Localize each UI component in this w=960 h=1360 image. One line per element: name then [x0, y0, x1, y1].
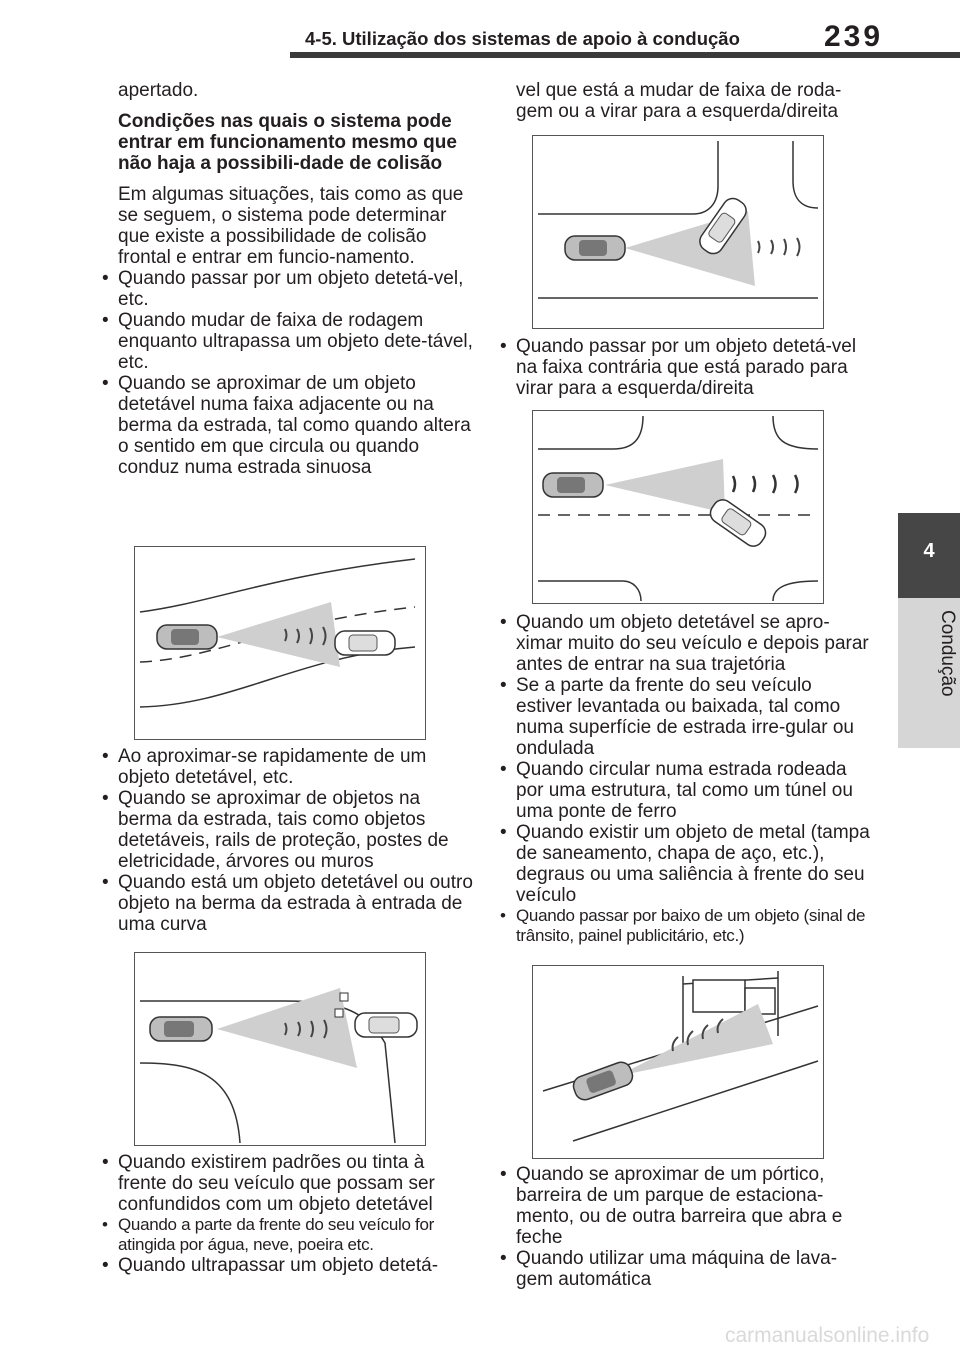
own-car-icon	[157, 625, 217, 649]
own-car-icon	[150, 1017, 212, 1041]
section-title: 4-5. Utilização dos sistemas de apoio à condução	[305, 28, 740, 49]
target-car-icon	[335, 631, 395, 655]
list-item: • Se a parte da frente do seu veículo estiver levantada ou baixada, tal como numa superfície de estrada irre-gular ou ondulada	[496, 675, 871, 759]
list-item: • Quando ultrapassar um objeto detetá-	[98, 1255, 473, 1276]
page-number: 239	[824, 20, 884, 53]
list-item: • Quando mudar de faixa de rodagem enquanto ultrapassa um objeto dete-tável, etc.	[98, 310, 473, 373]
figure-overhead-sign	[532, 965, 824, 1159]
list-item: • Quando passar por baixo de um objeto (sinal de trânsito, painel publicitário, etc.)	[496, 906, 871, 946]
bullet-list	[98, 746, 473, 935]
figure-turning-car	[532, 135, 824, 329]
list-item: • Quando utilizar uma máquina de lava-gem automática	[496, 1248, 871, 1290]
bullet-list	[496, 612, 871, 946]
list-item: • Quando um objeto detetável se apro-ximar muito do seu veículo e depois parar antes de entrar na sua trajetória	[496, 612, 871, 675]
continuation-text: apertado.	[118, 80, 199, 101]
own-car-icon	[543, 473, 603, 497]
list-item: • Quando se aproximar de um objeto detetável numa faixa adjacente ou na berma da estrada, tal como quando altera o sentido em que circula ou quando conduz numa estrada sinuosa	[98, 373, 473, 478]
intro-paragraph: Em algumas situações, tais como as que se seguem, o sistema pode determinar que existe a possibilidade de colisão frontal e entrar em funcio-namento.	[118, 184, 464, 268]
bullet-list	[98, 268, 473, 478]
list-item: • Quando passar por um objeto detetá-vel na faixa contrária que está parado para virar para a esquerda/direita	[496, 336, 871, 399]
list-item: • Quando existirem padrões ou tinta à frente do seu veículo que possam ser confundidos com um objeto detetável	[98, 1152, 473, 1215]
right-text-block-2	[496, 336, 871, 399]
list-item: • Quando se aproximar de um pórtico, barreira de um parque de estaciona-mento, ou de outra barreira que abra e feche	[496, 1164, 871, 1248]
left-text-block-1	[98, 80, 473, 478]
target-car-icon	[707, 496, 770, 550]
chapter-label: Condução	[937, 610, 958, 697]
watermark: carmanualsonline.info	[725, 1324, 930, 1347]
figure-curved-road	[134, 546, 426, 740]
bullet-list	[98, 1152, 473, 1276]
figure-curve-entrance	[134, 952, 426, 1146]
right-text-block-1	[496, 80, 871, 122]
list-item: • Quando está um objeto detetável ou outro objeto na berma da estrada à entrada de uma curva	[98, 872, 473, 935]
right-text-block-3	[496, 612, 871, 946]
chapter-number: 4	[923, 540, 935, 562]
left-text-block-3	[98, 1152, 473, 1276]
own-car-icon	[571, 1059, 636, 1102]
subheading: Condições nas quais o sistema pode entrar em funcionamento mesmo que não haja a possibili-dade de colisão	[118, 111, 457, 174]
list-item: • Quando a parte da frente do seu veículo for atingida por água, neve, poeira etc.	[98, 1215, 473, 1255]
list-item: • Quando se aproximar de objetos na berma da estrada, tais como objetos detetáveis, rails de proteção, postes de eletricidade, árvores ou muros	[98, 788, 473, 872]
list-item: • Quando circular numa estrada rodeada por uma estrutura, tal como um túnel ou uma ponte de ferro	[496, 759, 871, 822]
list-item: • Quando existir um objeto de metal (tampa de saneamento, chapa de aço, etc.), degraus ou uma saliência à frente do seu veículo	[496, 822, 871, 906]
figure-oncoming-turn	[532, 410, 824, 604]
bullet-list	[496, 1164, 871, 1290]
own-car-icon	[565, 236, 625, 260]
continuation-text: vel que está a mudar de faixa de roda-gem ou a virar para a esquerda/direita	[516, 80, 842, 122]
bullet-list	[496, 336, 871, 399]
target-car-icon	[355, 1013, 417, 1037]
right-text-block-4	[496, 1164, 871, 1290]
list-item: • Quando passar por um objeto detetá-vel, etc.	[98, 268, 473, 310]
left-text-block-2	[98, 746, 473, 935]
list-item: • Ao aproximar-se rapidamente de um objeto detetável, etc.	[98, 746, 473, 788]
